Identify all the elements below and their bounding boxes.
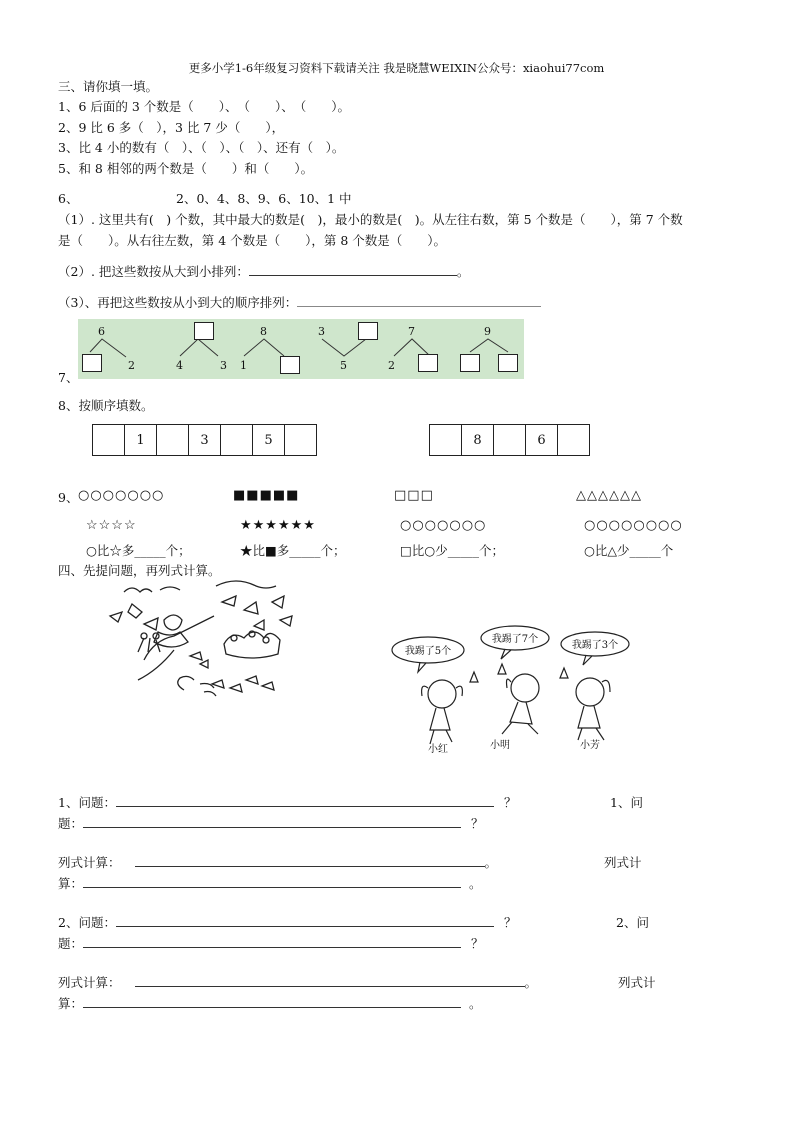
question-1: 1、6 后面的 3 个数是（ ）、 （ ）、 （ ）。: [58, 99, 351, 114]
question-6-part1b: 是（ ）。从右往左数，第 4 个数是（ ），第 8 个数是（ ）。: [58, 233, 447, 248]
ti-label: 题：: [58, 936, 84, 951]
speech-bubble-3-text: 我踢了3个: [571, 640, 619, 651]
stars-empty-row: ☆☆☆☆: [86, 518, 137, 533]
stars-filled-row: ★★★★★★: [240, 518, 316, 533]
kid-name-3: 小芳: [580, 740, 600, 751]
answer-line[interactable]: [83, 875, 461, 888]
question-5: 5、和 8 相邻的两个数是（ ）和（ ）。: [58, 161, 314, 176]
question-6-part2: [58, 262, 469, 280]
problem-2-question-row-2: [58, 934, 484, 952]
squares-empty-row: □□□: [394, 488, 434, 503]
problem-1-question-label: 1、问题：: [58, 795, 116, 810]
speech-bubble-2-text: 我踢了7个: [491, 634, 539, 645]
period: 。: [524, 975, 538, 990]
period: 。: [456, 264, 470, 279]
tree-2-top-box[interactable]: [194, 322, 214, 340]
sequence-grid-1: [92, 424, 317, 456]
tree-5-left: 2: [388, 359, 395, 372]
answer-line[interactable]: [83, 815, 461, 828]
tree-3-top: 8: [260, 325, 267, 338]
circles-row-2: ○○○○○○○: [400, 518, 487, 533]
compare-question-1: ○比☆多_____个；: [86, 543, 191, 558]
question-6-part2-text: （2）. 把这些数按从大到小排列：: [58, 264, 249, 279]
problem-1-calc-right-label: 列式计: [604, 855, 642, 870]
question-6-part1a: （1）. 这里共有( ) 个数，其中最大的数是( )，最小的数是( )。从左往右数，第 5 个数是（ ），第 7 个数: [58, 212, 683, 227]
problem-2-right-label: 2、问: [616, 915, 649, 930]
number-tree-panel: [78, 319, 524, 379]
grid-cell[interactable]: [430, 425, 462, 456]
circles-row-3: ○○○○○○○○: [584, 518, 683, 533]
question-6-part3-text: （3）、再把这些数按从小到大的顺序排列：: [58, 295, 298, 310]
answer-line[interactable]: [116, 914, 494, 927]
animals-sketch-illustration: [104, 580, 309, 705]
answer-line[interactable]: [249, 263, 457, 276]
kid-name-2: 小明: [490, 740, 510, 751]
section3-title: 三、请你填一填。: [58, 79, 159, 94]
kid-name-1: 小红: [428, 744, 448, 755]
tree-6-left-box[interactable]: [460, 354, 480, 372]
grid-cell[interactable]: [221, 425, 253, 456]
tree-lines: [78, 319, 524, 379]
question-mark: ？: [503, 795, 517, 810]
grid-cell[interactable]: [285, 425, 317, 456]
circles-row: ○○○○○○○: [78, 488, 165, 503]
answer-line[interactable]: [116, 794, 494, 807]
grid-cell[interactable]: [494, 425, 526, 456]
tree-4-top-box[interactable]: [358, 322, 378, 340]
answer-line[interactable]: [135, 974, 525, 987]
period: 。: [469, 876, 482, 891]
question-3: 3、比 4 小的数有（ ）、（ ）、（ ）、还有（ ）。: [58, 140, 345, 155]
question-mark: ？: [471, 936, 484, 951]
page-header: 更多小学1-6年级复习资料下载请关注 我是晓慧WEIXIN公众号：xiaohui77com: [188, 61, 605, 75]
question-6-numbers: 2、0、4、8、9、6、10、1 中: [176, 191, 352, 206]
tree-1-left-box[interactable]: [82, 354, 102, 372]
question-6-label: 6、: [58, 191, 79, 206]
question-mark: ？: [503, 915, 517, 930]
tree-5-top: 7: [408, 325, 415, 338]
tree-3-right-box[interactable]: [280, 356, 300, 374]
tree-2-left: 4: [176, 359, 183, 372]
problem-1-question-row: [58, 793, 516, 811]
question-7-label: 7、: [58, 370, 79, 385]
tree-6-right-box[interactable]: [498, 354, 518, 372]
problem-2-calc-right-label: 列式计: [618, 975, 656, 990]
problem-1-calc-row-2: [58, 874, 482, 892]
problem-1-question-row-2: [58, 814, 484, 832]
compare-question-4: ○比△少_____个: [584, 543, 674, 558]
answer-line[interactable]: [83, 995, 461, 1008]
tree-6-top: 9: [484, 325, 491, 338]
tree-4-bottom: 5: [340, 359, 347, 372]
grid-cell: 1: [125, 425, 157, 456]
problem-1-calc-row: [58, 853, 497, 871]
question-9-label: 9、: [58, 490, 79, 505]
problem-2-calc-row-2: [58, 994, 482, 1012]
tree-5-right-box[interactable]: [418, 354, 438, 372]
answer-line[interactable]: [83, 935, 461, 948]
problem-2-question-label: 2、问题：: [58, 915, 116, 930]
grid-cell: 3: [189, 425, 221, 456]
tree-2-right: 3: [220, 359, 227, 372]
answer-line[interactable]: [135, 854, 485, 867]
tree-4-top: 3: [318, 325, 325, 338]
grid-cell: 5: [253, 425, 285, 456]
tree-3-left: 1: [240, 359, 247, 372]
ti-label: 题：: [58, 816, 84, 831]
period: 。: [484, 855, 498, 870]
problem-2-question-row: [58, 913, 516, 931]
tree-1-top: 6: [98, 325, 105, 338]
suan-label: 算：: [58, 996, 84, 1011]
question-2: 2、9 比 6 多（ ），3 比 7 少（ ），: [58, 120, 285, 135]
grid-cell: 8: [462, 425, 494, 456]
triangles-row: △△△△△△: [576, 488, 642, 503]
problem-2-calc-row: [58, 973, 537, 991]
suan-label: 算：: [58, 876, 84, 891]
calc-label: 列式计算：: [58, 855, 121, 870]
kids-kicking-illustration: [390, 622, 640, 757]
question-8-title: 8、按顺序填数。: [58, 398, 154, 413]
grid-cell[interactable]: [558, 425, 590, 456]
question-6-part3: [58, 293, 541, 311]
period: 。: [469, 996, 482, 1011]
problem-1-right-label: 1、问: [610, 795, 643, 810]
grid-cell: 6: [526, 425, 558, 456]
question-mark: ？: [471, 816, 484, 831]
compare-question-2: ★比■多_____个；: [240, 543, 346, 558]
section4-title: 四、先提问题，再列式计算。: [58, 563, 221, 578]
grid-cell[interactable]: [157, 425, 189, 456]
compare-question-3: □比○少_____个；: [400, 543, 504, 558]
sequence-grid-2: [429, 424, 590, 456]
squares-filled-row: ■■■■■: [233, 488, 300, 503]
speech-bubble-1-text: 我踢了5个: [404, 646, 452, 657]
calc-label: 列式计算：: [58, 975, 121, 990]
tree-1-right: 2: [128, 359, 135, 372]
answer-line[interactable]: [297, 294, 541, 307]
grid-cell[interactable]: [93, 425, 125, 456]
